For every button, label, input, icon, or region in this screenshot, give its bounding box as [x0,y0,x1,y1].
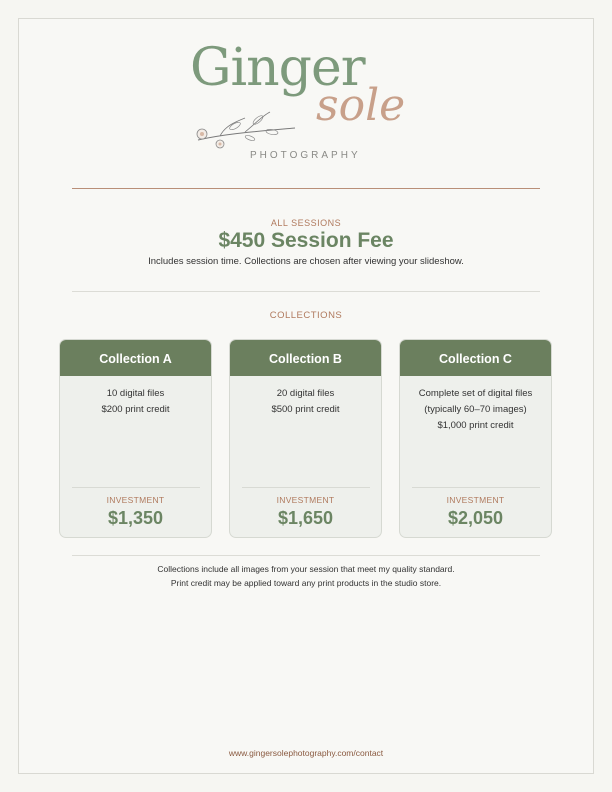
brand-logo [186,40,426,165]
collection-detail-line: 20 digital files [276,388,335,399]
collection-card-a [59,339,212,538]
card-divider [412,487,540,488]
footer-divider [72,555,540,556]
investment-price: $1,350 [107,508,164,528]
investment-price: $1,650 [277,508,334,528]
investment-label: INVESTMENT [276,495,335,505]
logo-subtitle: PHOTOGRAPHY [250,150,361,161]
top-divider [72,188,540,189]
card-divider [242,487,370,488]
investment-price: $2,050 [447,508,504,528]
collection-detail-line: $200 print credit [101,404,170,415]
investment-label: INVESTMENT [106,495,165,505]
collection-detail-line: $1,000 print credit [437,420,514,431]
collection-card-c [399,339,552,538]
card-divider [72,487,200,488]
contact-link[interactable]: www.gingersolephotography.com/contact [228,748,384,758]
collection-details [230,376,381,418]
collection-detail-line: $500 print credit [271,404,340,415]
logo-sole-text: sole [316,80,406,131]
footnote-line-1: Collections include all images from your session that meet my quality standard. [157,564,455,574]
session-description: Includes session time. Collections are chosen after viewing your slideshow. [148,256,464,267]
flower-sprig-icon [190,104,300,154]
session-fee-heading: $450 Session Fee [218,229,394,252]
collection-card-b [229,339,382,538]
collection-detail-line: Complete set of digital files [418,388,533,399]
collection-details [400,376,551,434]
collection-detail-line: 10 digital files [106,388,165,399]
footnote-line-2: Print credit may be applied toward any print products in the studio store. [170,578,442,588]
sessions-label: ALL SESSIONS [270,218,342,228]
collection-details [60,376,211,418]
collection-title: Collection B [230,340,381,376]
collection-title: Collection A [60,340,211,376]
collections-label: COLLECTIONS [269,310,343,321]
investment-label: INVESTMENT [446,495,505,505]
collection-detail-line: (typically 60–70 images) [424,404,527,415]
collection-title: Collection C [400,340,551,376]
section-divider [72,291,540,292]
logo-ginger-text: Ginger [190,38,365,98]
